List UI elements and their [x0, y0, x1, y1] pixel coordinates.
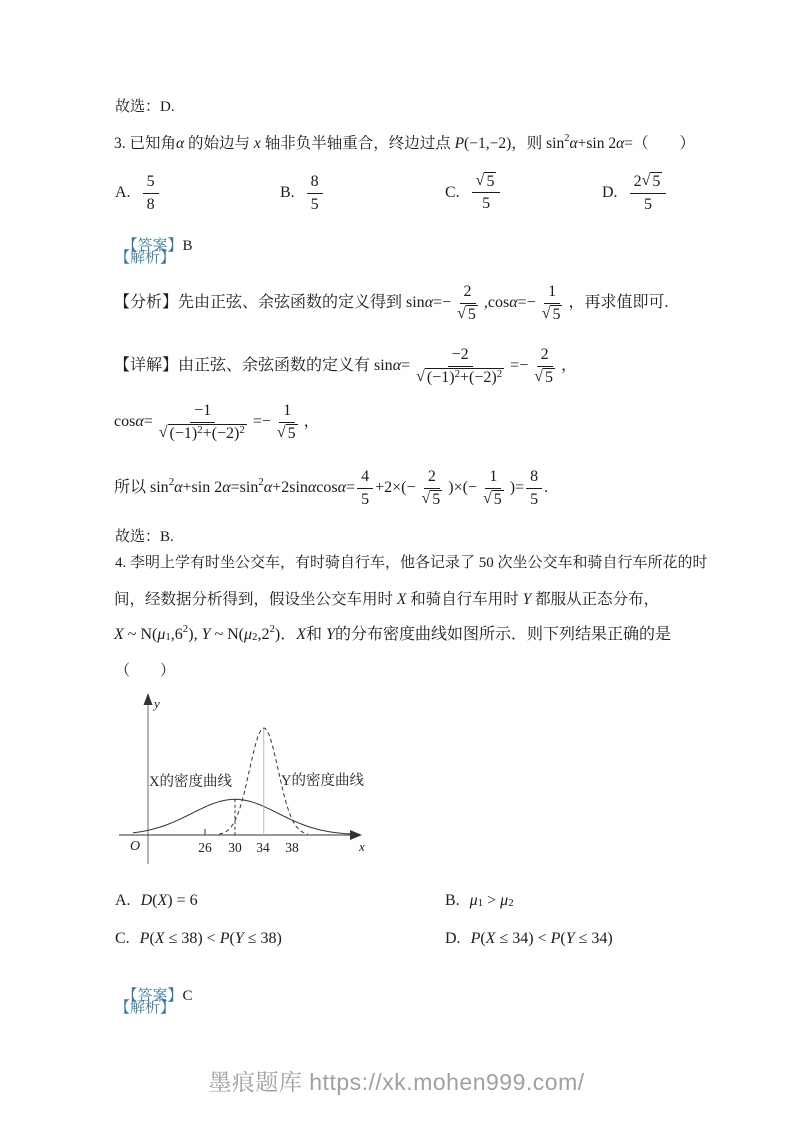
q4-option-a [115, 888, 198, 914]
density-curve-0 [133, 799, 352, 834]
origin-label: O [130, 839, 141, 854]
x-curve-label: X的密度曲线 [149, 774, 232, 790]
figure-svg [113, 692, 385, 877]
x-axis-label: x [359, 839, 365, 854]
q3-option-a [115, 168, 161, 218]
q4-stem-line2: 间，经数据分析得到，假设坐公交车用时 X 和骑自行车用时 Y 都服从正态分布， [114, 591, 660, 609]
q3-option-a-label: A. [115, 184, 131, 201]
q4-option-d [445, 926, 613, 952]
q3-option-c-value: √ 5 5 [470, 172, 503, 214]
q3-answer-label: 【答案】 [122, 238, 183, 254]
q4-option-c [115, 926, 282, 952]
q4-option-b [445, 888, 514, 914]
q4-answer-label: 【答案】 [122, 988, 183, 1004]
q4-option-b-label: B. [445, 892, 460, 909]
q3-option-d-value: 2 √ 5 5 [628, 172, 669, 215]
q4-stem-paren: （ ） [115, 663, 176, 679]
q3-analysis-label: 【解析】 [115, 250, 176, 266]
q4-answer-value: C [182, 988, 193, 1004]
q3-suoyi-line: 所以 sin 2 α +sin 2 α =sin 2 α +2sin α cos α = $\frac{4}{5}$ +2×(− 2 √ 5 )×(− 1 √ 5 )= $\frac{8}{5}$ . [114, 467, 549, 508]
q3-option-d-label: D. [602, 184, 618, 201]
q4-analysis-label: 【解析】 [115, 1000, 176, 1016]
q4-option-d-label: D. [445, 930, 461, 947]
q3-option-b [280, 168, 325, 218]
tick-label-34: 34 [256, 840, 270, 855]
q4-option-a-value: D ( X ) = 6 [140, 892, 198, 909]
prev-choice-line: 故选：D. [115, 99, 175, 115]
q4-option-c-value: P ( X ≤ 38) < P ( Y ≤ 38) [139, 930, 282, 947]
q4-stem-line3: X ~ N( μ 1 ,6 2 ), Y ~ N( μ 2 ,2 2 )． X 和 Y 的分布密度曲线如图所示．则下列结果正确的是 [114, 623, 671, 644]
q4-option-d-value: P ( X ≤ 34) < P ( Y ≤ 34) [470, 930, 613, 947]
q3-stem: 3. 已知角 α 的始边与 x 轴非负半轴重合，终边过点 P (−1,−2)，则 sin 2 α +sin 2 α =（ ） [114, 133, 695, 152]
tick-label-26: 26 [198, 840, 212, 855]
q4-option-c-label: C. [115, 930, 130, 947]
q3-option-c-label: C. [445, 184, 460, 201]
q3-xiangjie-line: 【详解】由正弦、余弦函数的定义有 sin α = −2 √ $(-1)^2+(-2)^2$ =− 2 √ 5 ， [114, 345, 578, 386]
q3-cos-line: cos α = −1 √ $(-1)^2+(-2)^2$ =− 1 √ 5 ， [114, 401, 320, 442]
y-axis-label: y [154, 696, 160, 711]
q3-choice-line: 故选：B. [115, 529, 174, 545]
y-curve-label: Y的密度曲线 [281, 773, 364, 789]
q4-stem-line1: 4. 李明上学有时坐公交车，有时骑自行车，他各记录了 50 次坐公交车和骑自行车所花的时 [115, 555, 708, 571]
q3-option-d [602, 168, 668, 218]
q3-option-c [445, 168, 502, 218]
q3-answer-value: B [182, 238, 193, 254]
q3-option-b-label: B. [280, 184, 295, 201]
q3-option-b-value: 8 5 [305, 172, 325, 215]
tick-label-30: 30 [228, 840, 242, 855]
y-axis-arrow-icon [144, 693, 153, 705]
q3-option-a-value: 5 8 [141, 172, 161, 215]
q4-option-b-value: μ 1 > μ 2 [469, 892, 514, 910]
site-footer: 墨痕题库 https://xk.mohen999.com/ [208, 1069, 585, 1095]
tick-label-38: 38 [285, 840, 299, 855]
q3-fenxi-line: 【分析】先由正弦、余弦函数的定义得到 sin α =− 2 √ 5 ,cos α =− 1 √ 5 ，再求值即可. [114, 282, 669, 323]
q4-option-a-label: A. [115, 892, 131, 909]
